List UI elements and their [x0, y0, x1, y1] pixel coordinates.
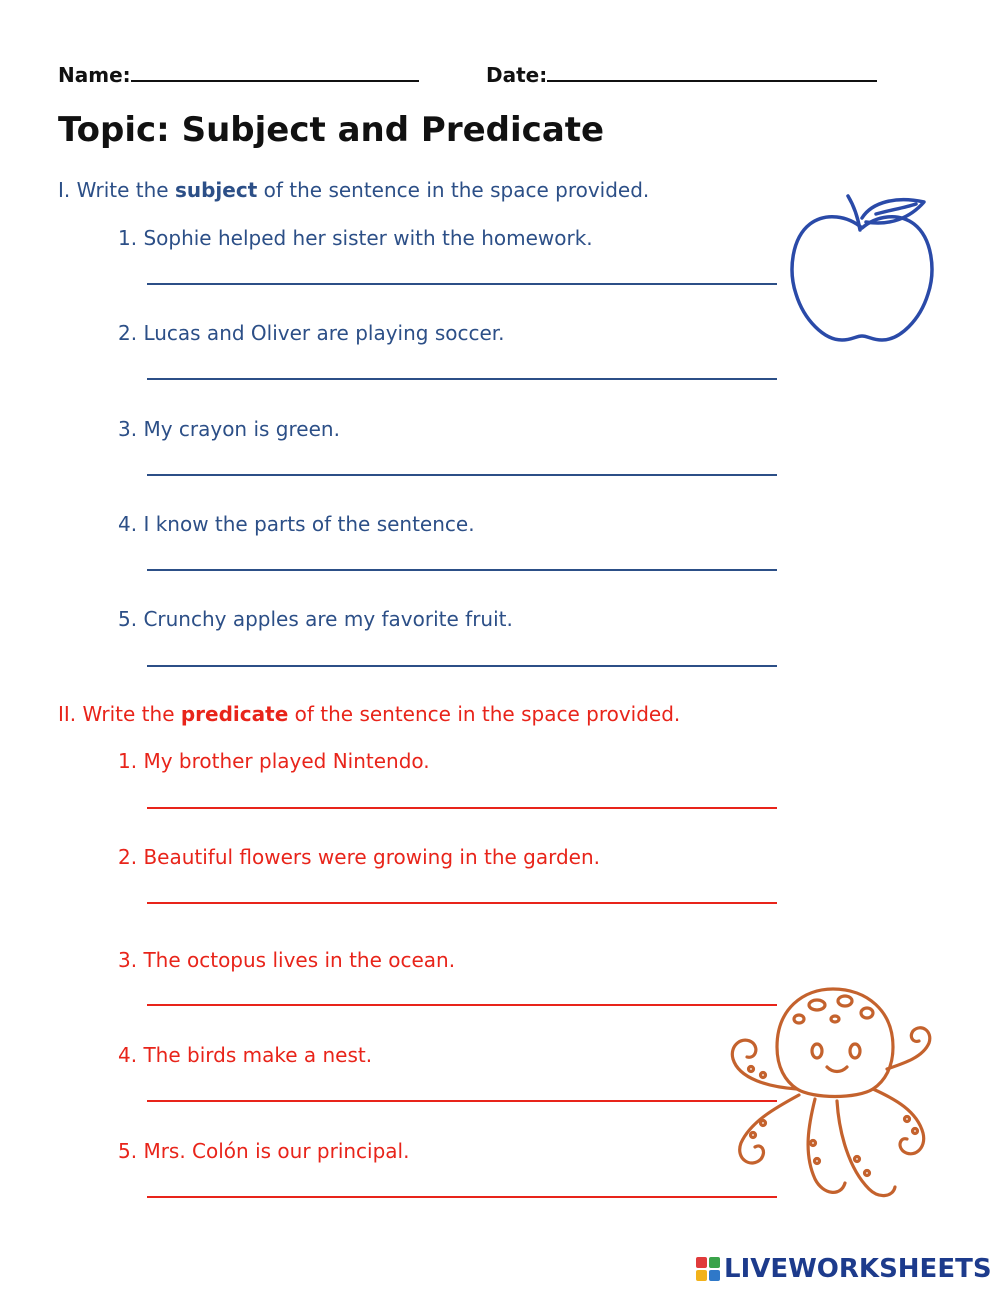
section1-question-1: 1. Sophie helped her sister with the homework.: [118, 226, 593, 250]
section2-question-2: 2. Beautiful flowers were growing in the garden.: [118, 845, 601, 869]
section2-answer-2[interactable]: [147, 882, 777, 904]
section1-answer-2[interactable]: [147, 358, 777, 380]
section2-question-5: 5. Mrs. Colón is our principal.: [118, 1139, 410, 1163]
section1-question-4: 4. I know the parts of the sentence.: [118, 512, 475, 536]
section2-answer-3[interactable]: [147, 984, 777, 1006]
section1-answer-1[interactable]: [147, 263, 777, 285]
section2-answer-1[interactable]: [147, 787, 777, 809]
section2-answer-5[interactable]: [147, 1176, 777, 1198]
section1-question-5: 5. Crunchy apples are my favorite fruit.: [118, 607, 513, 631]
section2-question-1: 1. My brother played Nintendo.: [118, 749, 430, 773]
section1-answer-3[interactable]: [147, 454, 777, 476]
apple-icon: [786, 188, 938, 344]
page-title: Topic: Subject and Predicate: [58, 110, 605, 150]
section1-keyword: subject: [174, 178, 258, 202]
section2-instruction: [58, 702, 680, 726]
section2-question-3: 3. The octopus lives in the ocean.: [118, 948, 456, 972]
section2-rest: of the sentence in the space provided.: [294, 702, 681, 726]
section1-answer-5[interactable]: [147, 645, 777, 667]
brand-name: LIVEWORKSHEETS: [724, 1254, 992, 1284]
section1-question-2: 2. Lucas and Oliver are playing soccer.: [118, 321, 505, 345]
octopus-icon: [717, 983, 935, 1213]
name-field: [58, 62, 419, 87]
date-label: Date:: [486, 63, 548, 87]
section2-question-4: 4. The birds make a nest.: [118, 1043, 373, 1067]
section1-numeral: I. Write the: [58, 178, 169, 202]
section2-answer-4[interactable]: [147, 1080, 777, 1102]
section1-answer-4[interactable]: [147, 549, 777, 571]
section1-instruction: [58, 178, 649, 202]
section1-question-3: 3. My crayon is green.: [118, 417, 340, 441]
section2-keyword: predicate: [180, 702, 289, 726]
liveworksheets-logo-icon: [696, 1257, 720, 1281]
liveworksheets-brand: [696, 1254, 992, 1284]
date-line[interactable]: [547, 62, 877, 82]
section1-rest: of the sentence in the space provided.: [263, 178, 650, 202]
date-field: [486, 62, 877, 87]
section2-numeral: II. Write the: [58, 702, 175, 726]
name-label: Name:: [58, 63, 131, 87]
name-line[interactable]: [131, 62, 419, 82]
